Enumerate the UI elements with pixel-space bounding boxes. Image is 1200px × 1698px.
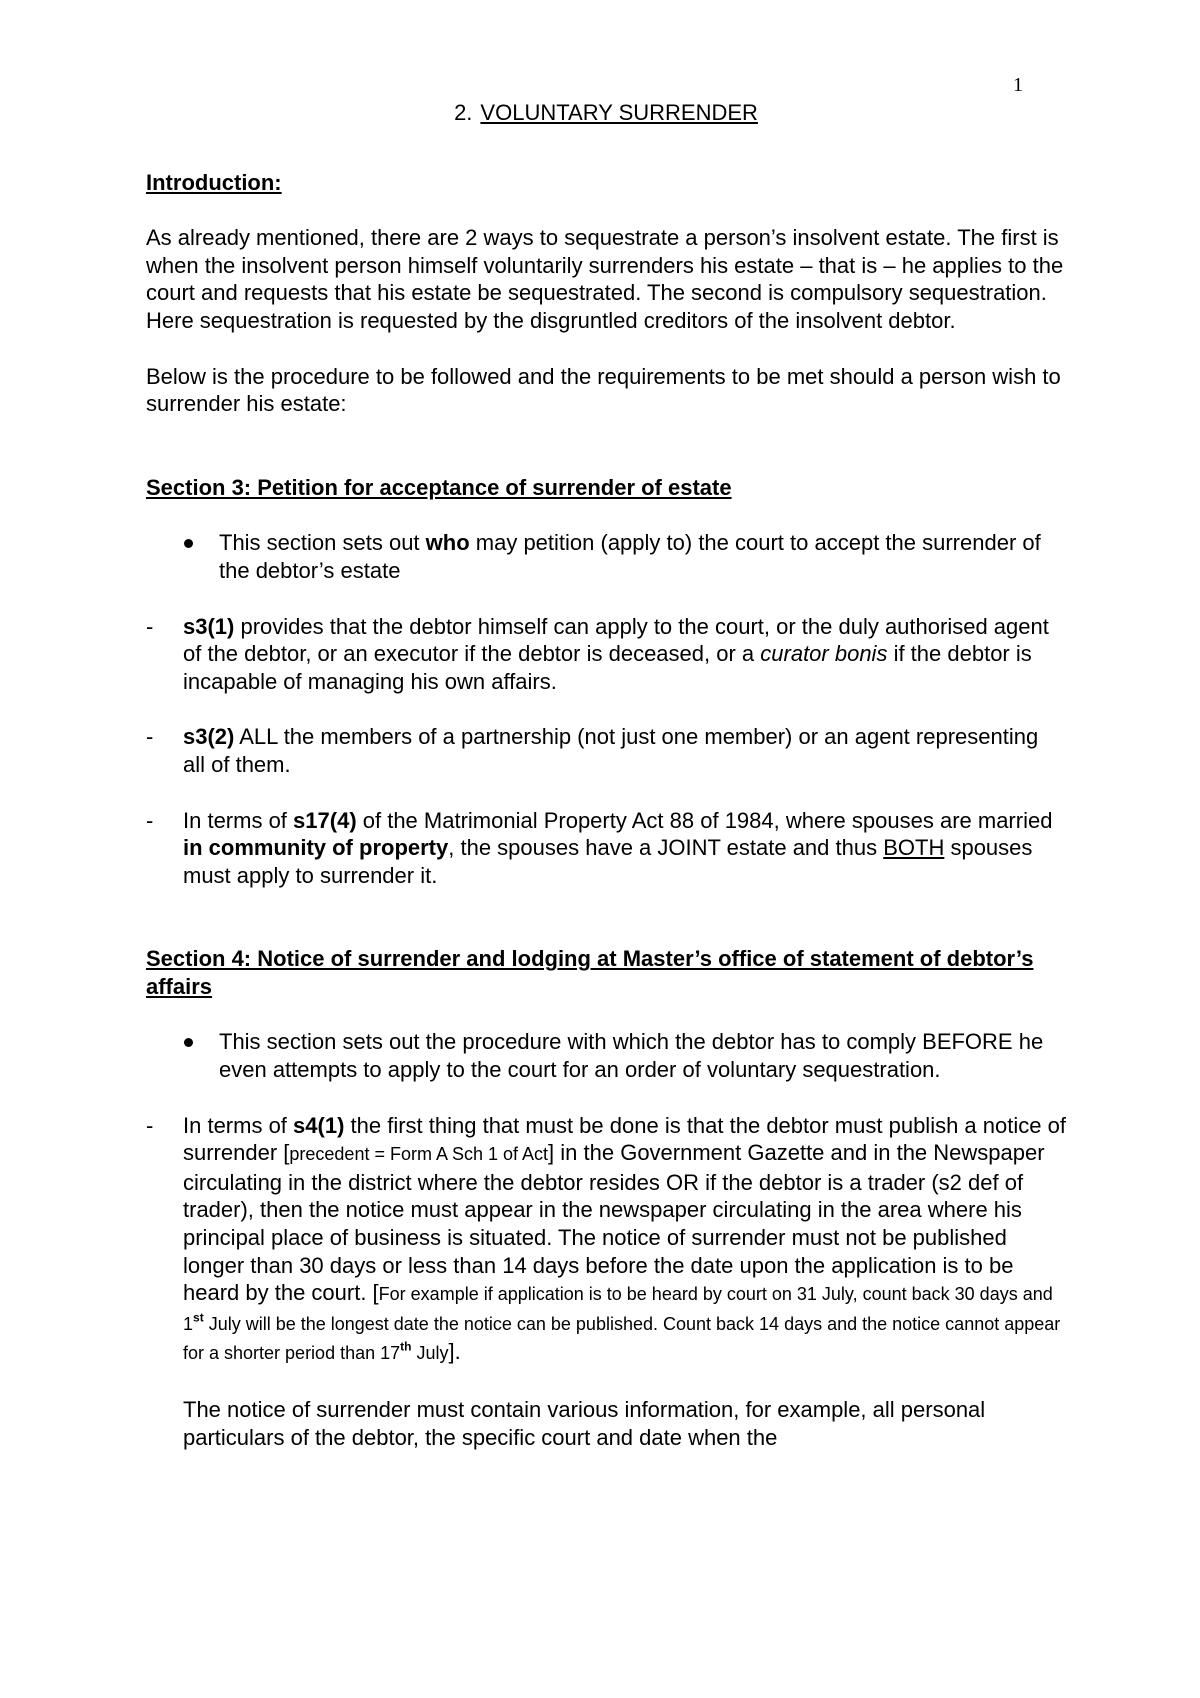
- bullet-text-rest: may petition (apply to) the court to accept the surrender of the debtor’s estate: [219, 530, 1041, 583]
- section-ref: s17(4): [293, 807, 357, 833]
- document-body: [146, 99, 1066, 1451]
- notice-paragraph: The notice of surrender must contain various information, for example, all personal particulars of the debtor, the specific court and date when the: [183, 1397, 986, 1450]
- example-note: For example if application is to be heard by court on 31 July, count back 30 days and 1: [183, 1284, 1053, 1334]
- section-4-bullet: [146, 1028, 1066, 1083]
- document-title: [146, 99, 1066, 127]
- item-italic-text: curator bonis: [760, 641, 888, 667]
- example-note-2: July will be the longest date the notice can be published. Count back 14 days and the notice cannot appear for a shorter period than 17: [183, 1313, 1061, 1364]
- item-text-mid: of the Matrimonial Property Act 88 of 1984, where spouses are married: [356, 807, 1053, 833]
- dash-marker: -: [146, 613, 154, 639]
- title-number: 2.: [454, 100, 473, 125]
- item-text-rest: spouses must apply to surrender it.: [183, 835, 1033, 888]
- page-number: 1: [1013, 74, 1023, 96]
- example-note-3: July: [411, 1343, 449, 1364]
- section-ref: s4(1): [293, 1112, 345, 1138]
- item-text-rest: if the debtor is incapable of managing his own affairs.: [183, 641, 1032, 694]
- item-bold-text: in community of property: [183, 835, 449, 861]
- dash-marker: -: [146, 724, 154, 750]
- ordinal-suffix-2: th: [400, 1340, 412, 1355]
- bullet-text: This section sets out the procedure with which the debtor has to comply BEFORE he even attempts to apply to the court for an order of voluntary sequestration.: [219, 1029, 1044, 1083]
- title-text: VOLUNTARY SURRENDER: [480, 100, 758, 125]
- item-text: provides that the debtor himself can apply to the court, or the duly authorised agent of the debtor, or an executor if the debtor is deceased, or a: [183, 613, 1049, 667]
- section-3-item-s3-1: [146, 613, 1066, 696]
- bullet-bold-text: who: [425, 530, 470, 556]
- item-text: ALL the members of a partnership (not just one member) or an agent representing all of them.: [183, 724, 1039, 777]
- section-4-item-s4-1: [146, 1112, 1066, 1368]
- intro-heading: Introduction:: [146, 169, 282, 195]
- item-text: In terms of: [183, 1112, 294, 1138]
- section-ref: s3(1): [183, 613, 235, 639]
- precedent-note: precedent = Form A Sch 1 of Act: [289, 1144, 549, 1165]
- section-4-heading: Section 4: Notice of surrender and lodging at Master’s office of statement of debtor’s affairs: [146, 946, 1034, 999]
- section-3-bullet: [146, 529, 1066, 584]
- bullet-dot-icon: [184, 539, 193, 548]
- bullet-text: This section sets out: [219, 530, 426, 556]
- ordinal-suffix: st: [193, 1310, 204, 1325]
- intro-paragraph-2: Below is the procedure to be followed and the requirements to be met should a person wish to surrender his estate:: [146, 363, 1061, 417]
- item-text-1: the first thing that must be done is that the debtor must publish a notice of surrender [: [183, 1112, 1066, 1166]
- dash-marker: -: [146, 807, 154, 833]
- dash-marker: -: [146, 1112, 154, 1138]
- item-text: In terms of: [183, 807, 294, 833]
- section-3-item-s17-4: [146, 807, 1066, 890]
- section-ref: s3(2): [183, 724, 235, 750]
- item-underlined-text: BOTH: [883, 835, 945, 861]
- section-3-item-s3-2: [146, 723, 1066, 778]
- item-text-mid-2: , the spouses have a JOINT estate and thus: [448, 835, 884, 861]
- intro-paragraph-1: As already mentioned, there are 2 ways to sequestrate a person’s insolvent estate. The first is when the insolvent person himself voluntarily surrenders his estate – that is – he applies to the court and requests that his estate be sequestrated. The second is compulsory sequestration. Here sequestration is requested by the disgruntled creditors of the insolvent debtor.: [146, 225, 1064, 333]
- item-text-3: ].: [448, 1339, 461, 1365]
- bullet-dot-icon: [184, 1038, 193, 1047]
- section-3-heading: Section 3: Petition for acceptance of surrender of estate: [146, 474, 732, 500]
- item-text-2: ] in the Government Gazette and in the Newspaper circulating in the district where the debtor resides OR if the debtor is a trader (s2 def of trader), then the notice must appear in the newspaper circulating in the area where his principal place of business is situated. The notice of surrender must not be published longer than 30 days or less than 14 days before the date upon the application is to be heard by the court. [: [183, 1140, 1045, 1306]
